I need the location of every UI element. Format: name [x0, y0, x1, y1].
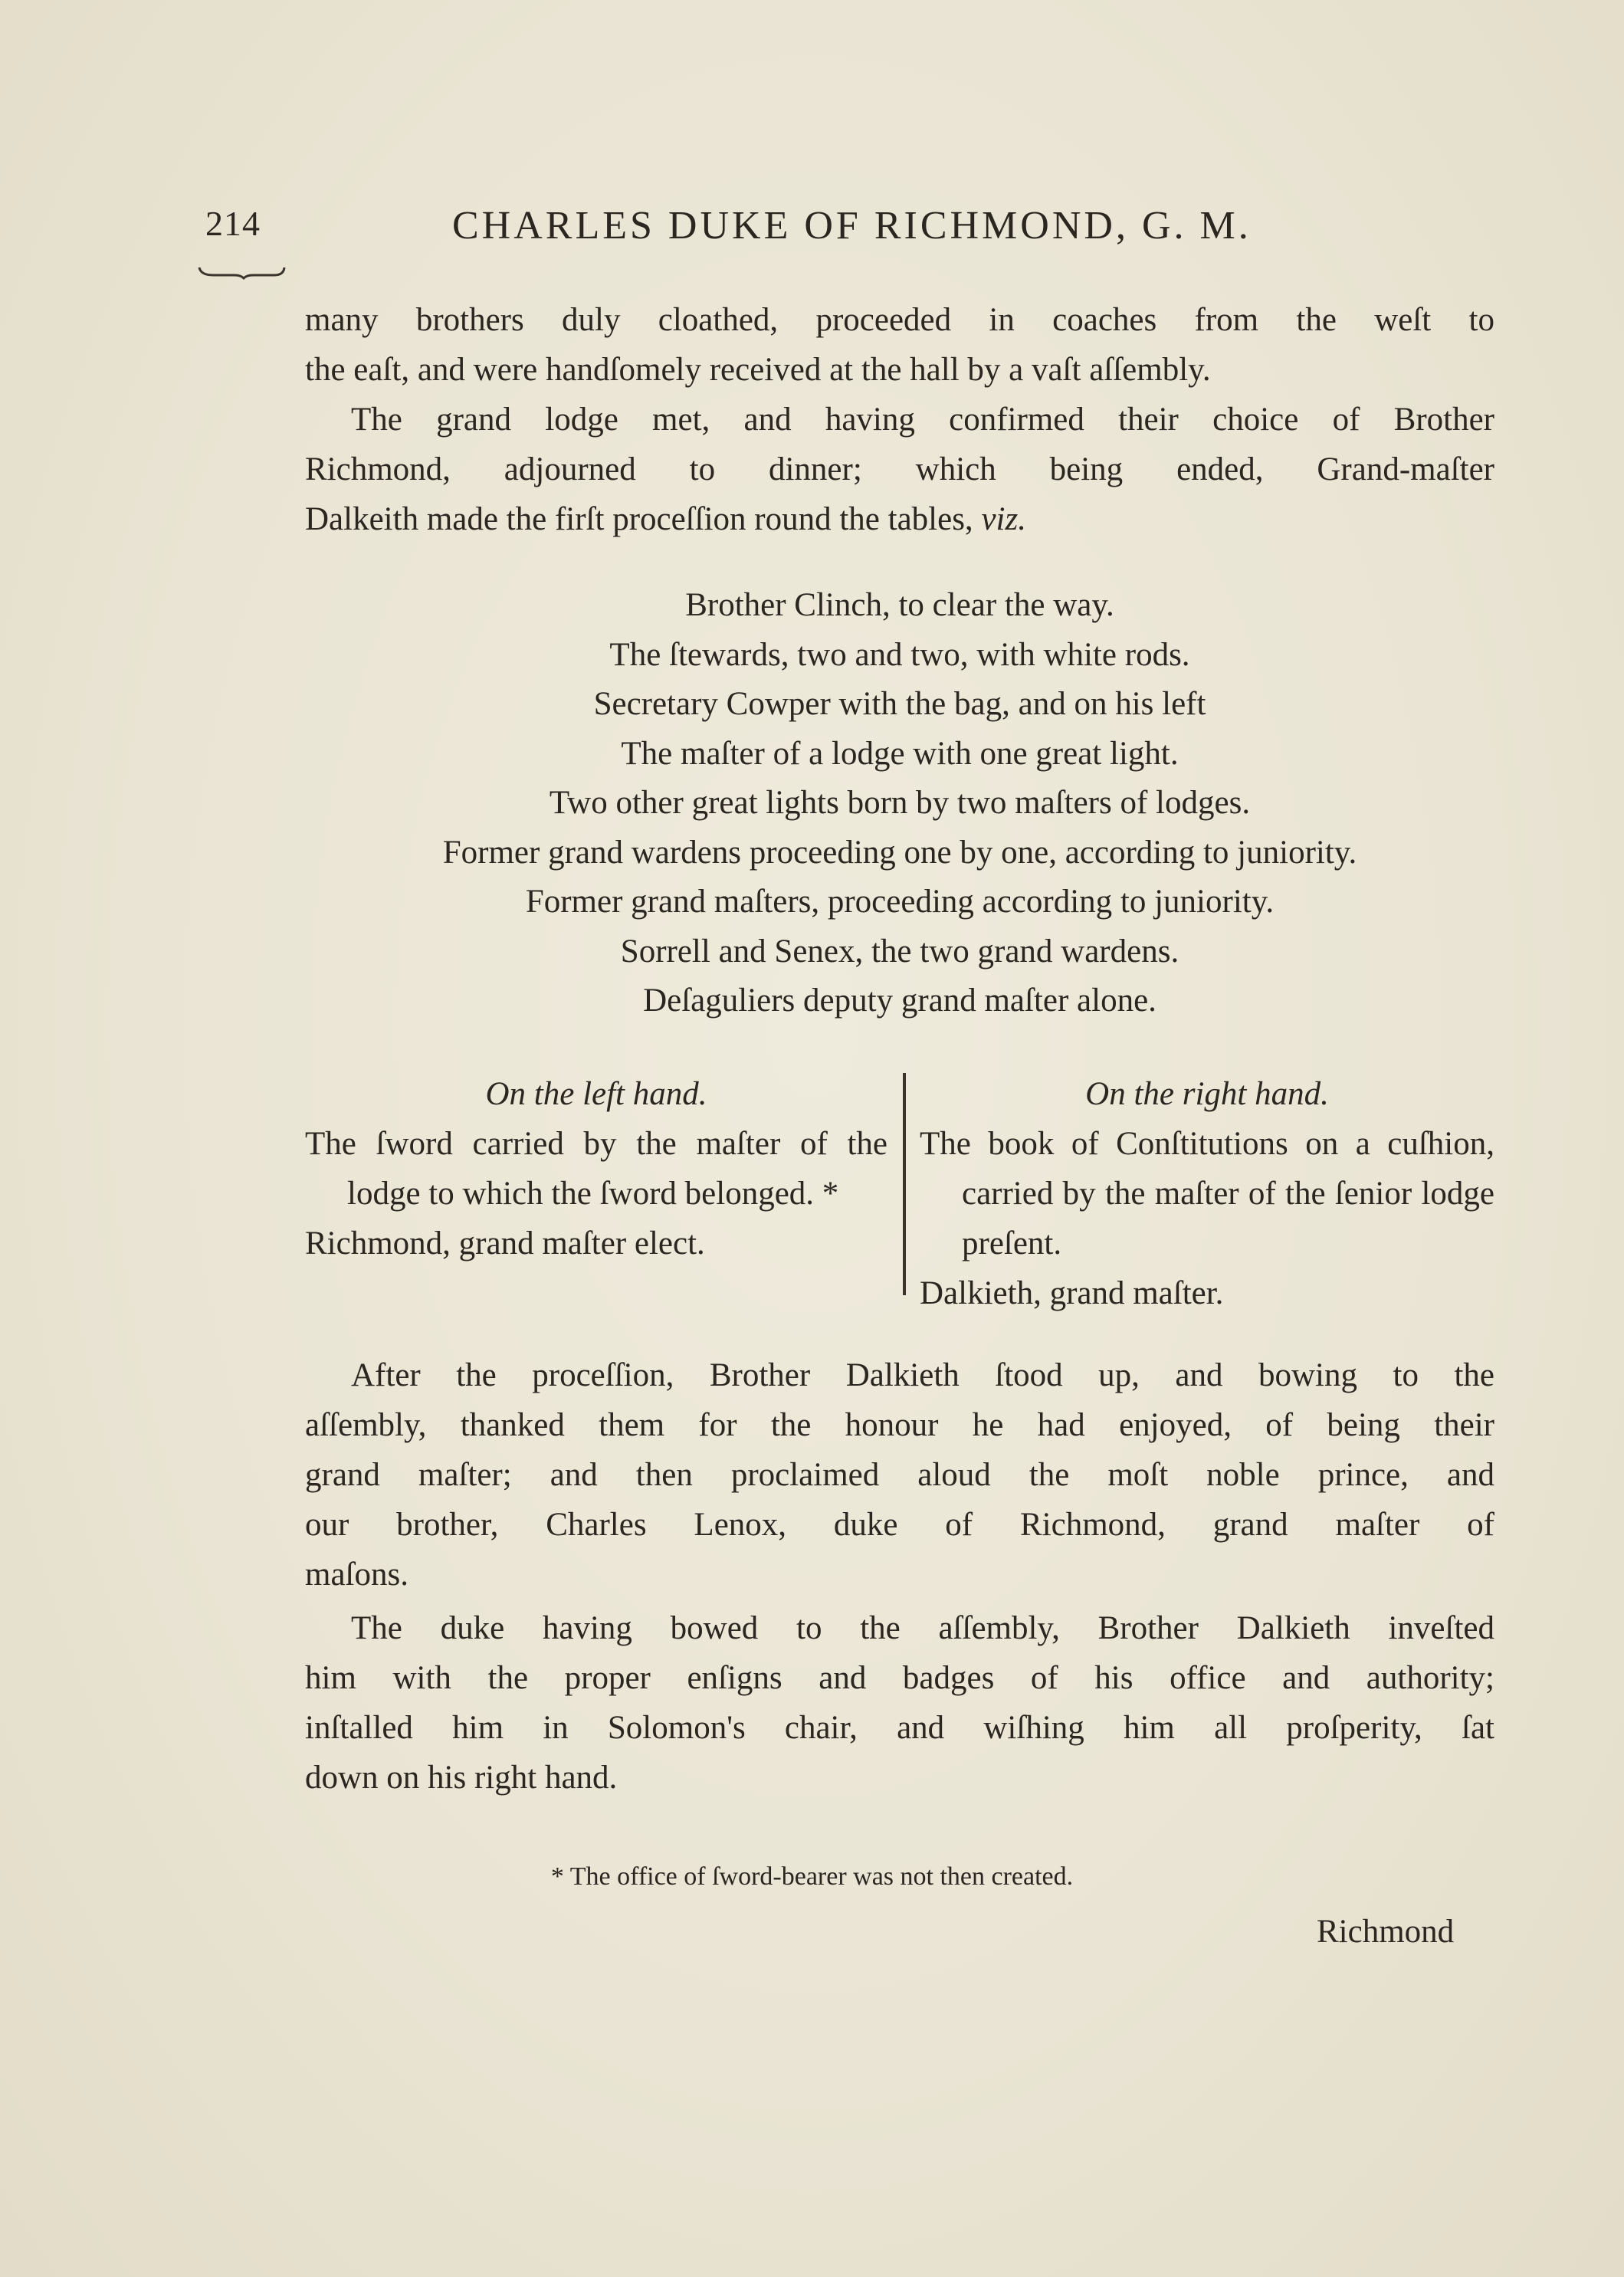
column-divider [903, 1073, 906, 1295]
left-column-entry: Richmond, grand maſter elect. [305, 1225, 705, 1262]
text-line: down on his right hand. [305, 1760, 618, 1796]
right-column-entry: The book of Conſtitutions on a cuſhion, carried by the maſter of the ſenior lodge preſent. [920, 1126, 1494, 1262]
procession-list [305, 581, 1494, 1026]
paragraph-grand-lodge [305, 395, 1494, 544]
text-line: grand maſter; and then proclaimed aloud the moſt noble prince, and [305, 1457, 1494, 1493]
text-line [305, 494, 1494, 544]
paragraph-duke-invested [305, 1603, 1494, 1803]
text-line: many brothers duly cloathed, proceeded in coaches from the weſt to [305, 302, 1494, 338]
left-column-heading: On the left hand. [485, 1076, 707, 1112]
text-line: him with the proper enſigns and badges of his office and authority; [305, 1660, 1494, 1696]
procession-line: Secretary Cowper with the bag, and on his left [593, 686, 1206, 722]
running-head: CHARLES DUKE OF RICHMOND, G. M. [452, 204, 1252, 248]
text-line: The duke having bowed to the aſſembly, Brother Dalkieth inveſted [351, 1610, 1494, 1646]
text-line: The grand lodge met, and having confirmed their choice of Brother [351, 402, 1494, 438]
procession-line: Former grand wardens proceeding one by one, according to juniority. [442, 834, 1357, 871]
left-column-entry: The ſword carried by the maſter of the lodge to which the ſword belonged. * [305, 1126, 887, 1212]
procession-line: Former grand maſters, proceeding according to juniority. [525, 884, 1275, 920]
text-line: After the proceſſion, Brother Dalkieth ſtood up, and bowing to the [351, 1357, 1494, 1393]
text-line: Richmond, adjourned to dinner; which being ended, Grand-maſter [305, 451, 1494, 487]
page-number: 214 [205, 204, 261, 243]
procession-line: The maſter of a lodge with one great light. [621, 735, 1179, 772]
catchword: Richmond [1317, 1914, 1455, 1950]
text-line: our brother, Charles Lenox, duke of Richmond, grand maſter of [305, 1507, 1494, 1543]
text-line-content: Dalkeith made the firſt proceſſion round the tables, [305, 501, 973, 537]
right-hand-column [920, 1069, 1494, 1318]
text-line: aſſembly, thanked them for the honour he had enjoyed, of being their [305, 1407, 1494, 1443]
intro-paragraph [305, 295, 1494, 395]
right-column-heading: On the right hand. [1085, 1076, 1329, 1112]
text-line: inſtalled him in Solomon's chair, and wiſhing him all proſperity, ſat [305, 1710, 1494, 1746]
procession-line: Deſaguliers deputy grand maſter alone. [643, 983, 1156, 1019]
procession-line: Brother Clinch, to clear the way. [685, 587, 1114, 623]
text-line: the eaſt, and were handſomely received at the hall by a vaſt aſſembly. [305, 352, 1211, 388]
footnote: * The office of ſword-bearer was not then created. [550, 1862, 1074, 1891]
page-number-underline-ornament [198, 264, 286, 280]
right-column-entry: Dalkieth, grand maſter. [920, 1275, 1224, 1311]
procession-line: Two other great lights born by two maſters of lodges. [549, 785, 1251, 821]
procession-line: Sorrell and Senex, the two grand wardens. [620, 933, 1179, 970]
paragraph-after-procession [305, 1350, 1494, 1599]
procession-line: The ſtewards, two and two, with white rods. [609, 636, 1190, 673]
page-header [0, 203, 1624, 264]
viz-italic: viz. [981, 501, 1026, 537]
text-line: maſons. [305, 1557, 408, 1593]
left-hand-column [305, 1069, 887, 1268]
